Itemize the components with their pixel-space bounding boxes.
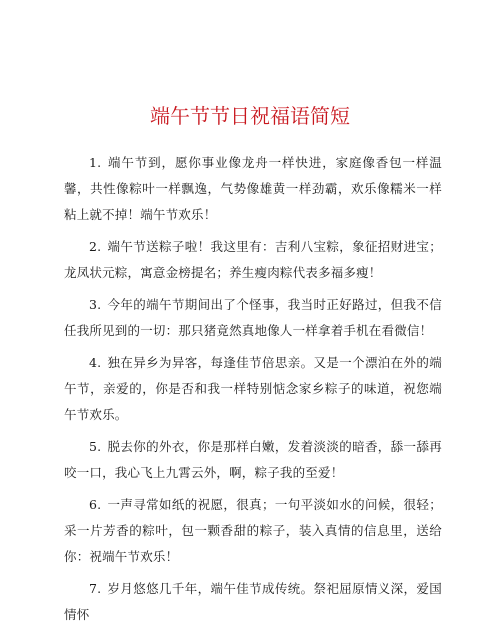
paragraph-4 xyxy=(64,350,442,428)
paragraph-number: 6. xyxy=(89,497,102,512)
paragraph-number: 3. xyxy=(89,297,102,312)
paragraph-text: 脱去你的外衣，你是那样白嫩，发着淡淡的暗香，舔一舔再咬一口，我心飞上九霄云外，啊，粽子我的至爱！ xyxy=(64,439,442,480)
paragraph-text: 今年的端午节期间出了个怪事，我当时正好路过，但我不信任我所见到的一切：那只猪竟然真地像人一样拿着手机在看微信！ xyxy=(64,297,442,338)
paragraph-text: 一声寻常如纸的祝愿，很真；一句平淡如水的问候，很轻；采一片芳香的粽叶，包一颗香甜的粽子，装入真情的信息里，送给你：祝端午节欢乐！ xyxy=(64,497,442,564)
paragraph-number: 5. xyxy=(89,439,102,454)
paragraph-6 xyxy=(64,492,442,570)
paragraph-number: 4. xyxy=(89,355,102,370)
paragraph-2 xyxy=(64,234,442,286)
paragraph-text: 端午节到，愿你事业像龙舟一样快进，家庭像香包一样温馨，共性像粽叶一样飘逸，气势像雄黄一样劲霸，欢乐像糯米一样粘上就不掉！端午节欢乐！ xyxy=(64,155,442,222)
paragraph-number: 7. xyxy=(89,581,102,596)
paragraph-text: 岁月悠悠几千年，端午佳节成传统。祭祀屈原情义深，爱国情怀 xyxy=(64,581,442,622)
paragraph-7 xyxy=(64,576,442,628)
paragraph-5 xyxy=(64,434,442,486)
paragraph-1 xyxy=(64,150,442,228)
document-title: 端午节节日祝福语简短 xyxy=(150,104,350,128)
document-body xyxy=(64,150,442,634)
paragraph-text: 独在异乡为异客，每逢佳节倍思亲。又是一个漂泊在外的端午节，亲爱的，你是否和我一样特别惦念家乡粽子的味道，祝您端午节欢乐。 xyxy=(64,355,442,422)
paragraph-3 xyxy=(64,292,442,344)
paragraph-number: 2. xyxy=(89,239,102,254)
paragraph-number: 1. xyxy=(89,155,102,170)
paragraph-text: 端午节送粽子啦！我这里有：吉利八宝粽，象征招财进宝；龙凤状元粽，寓意金榜提名；养生瘦肉粽代表多福多瘦！ xyxy=(64,239,442,280)
